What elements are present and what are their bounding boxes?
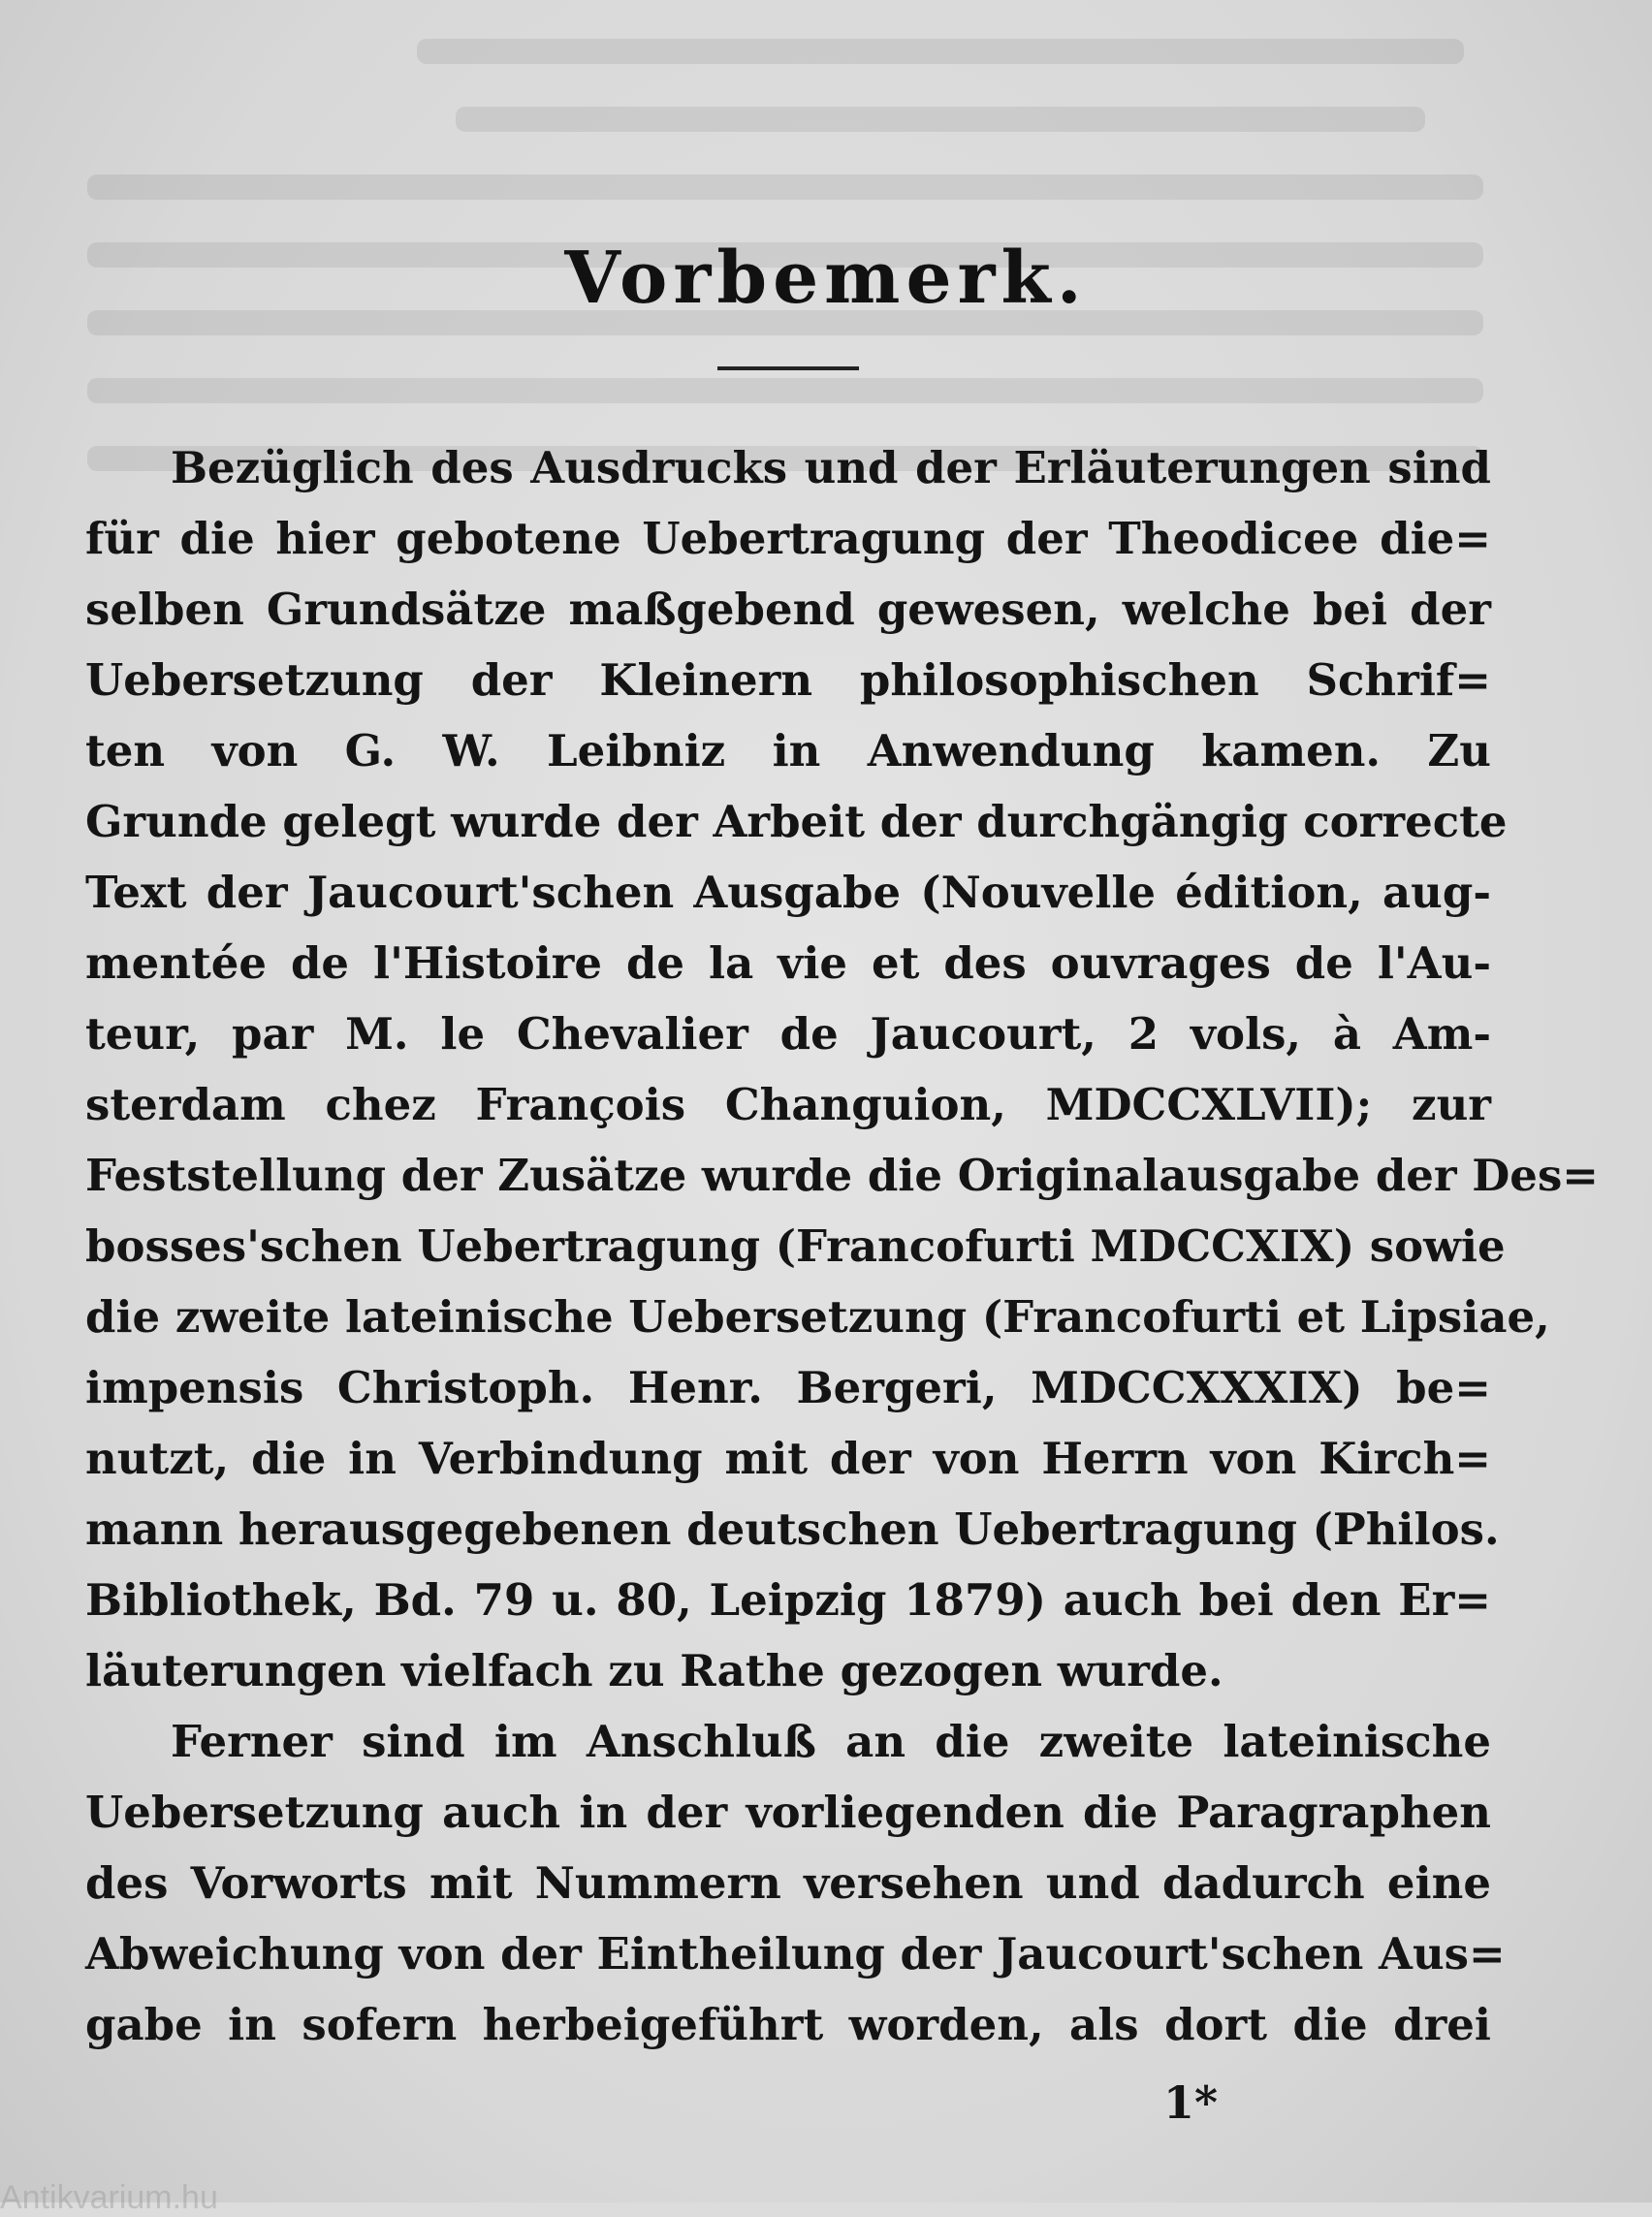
text-line: ten von G. W. Leibniz in Anwendung kamen. Zu <box>85 725 1491 776</box>
text-line: läuterungen vielfach zu Rathe gezogen wurde. <box>85 1645 1223 1696</box>
text-line: sterdam chez François Changuion, MDCCXLVII); zur <box>85 1079 1491 1130</box>
page-number: 1* <box>1163 2076 1219 2129</box>
text-line: Bezüglich des Ausdrucks und der Erläuterungen sind <box>171 442 1491 493</box>
text-line: Uebersetzung der Kleinern philosophischen Schrif= <box>85 654 1491 706</box>
text-line: des Vorworts mit Nummern versehen und dadurch eine <box>85 1857 1491 1909</box>
text-line: impensis Christoph. Henr. Bergeri, MDCCXXXIX) be= <box>85 1362 1491 1413</box>
page-title: Vorbemerk. <box>564 237 1088 320</box>
text-line: Bibliothek, Bd. 79 u. 80, Leipzig 1879) auch bei den Er= <box>85 1574 1491 1626</box>
text-line: teur, par M. le Chevalier de Jaucourt, 2 vols, à Am- <box>85 1008 1491 1060</box>
text-line: die zweite lateinische Uebersetzung (Francofurti et Lipsiae, <box>85 1291 1550 1343</box>
text-line: Uebersetzung auch in der vorliegenden die Paragraphen <box>85 1787 1491 1838</box>
text-line: Feststellung der Zusätze wurde die Originalausgabe der Des= <box>85 1150 1599 1201</box>
text-line: mentée de l'Histoire de la vie et des ouvrages de l'Au- <box>85 937 1491 989</box>
text-line: nutzt, die in Verbindung mit der von Herrn von Kirch= <box>85 1433 1491 1484</box>
text-line: gabe in sofern herbeigeführt worden, als dort die drei <box>85 1999 1491 2050</box>
text-line: bosses'schen Uebertragung (Francofurti MDCCXIX) sowie <box>85 1220 1506 1272</box>
text-line: selben Grundsätze maßgebend gewesen, welche bei der <box>85 584 1491 635</box>
text-line: Ferner sind im Anschluß an die zweite lateinische <box>171 1716 1491 1767</box>
text-line: Abweichung von der Eintheilung der Jaucourt'schen Aus= <box>85 1928 1506 1979</box>
watermark: Antikvarium.hu <box>0 2179 218 2216</box>
title-divider <box>717 366 859 370</box>
text-line: für die hier gebotene Uebertragung der Theodicee die= <box>85 513 1491 564</box>
text-line: mann herausgegebenen deutschen Uebertragung (Philos. <box>85 1504 1500 1555</box>
text-line: Text der Jaucourt'schen Ausgabe (Nouvelle édition, aug- <box>85 867 1491 918</box>
text-line: Grunde gelegt wurde der Arbeit der durchgängig correcte <box>85 796 1508 847</box>
